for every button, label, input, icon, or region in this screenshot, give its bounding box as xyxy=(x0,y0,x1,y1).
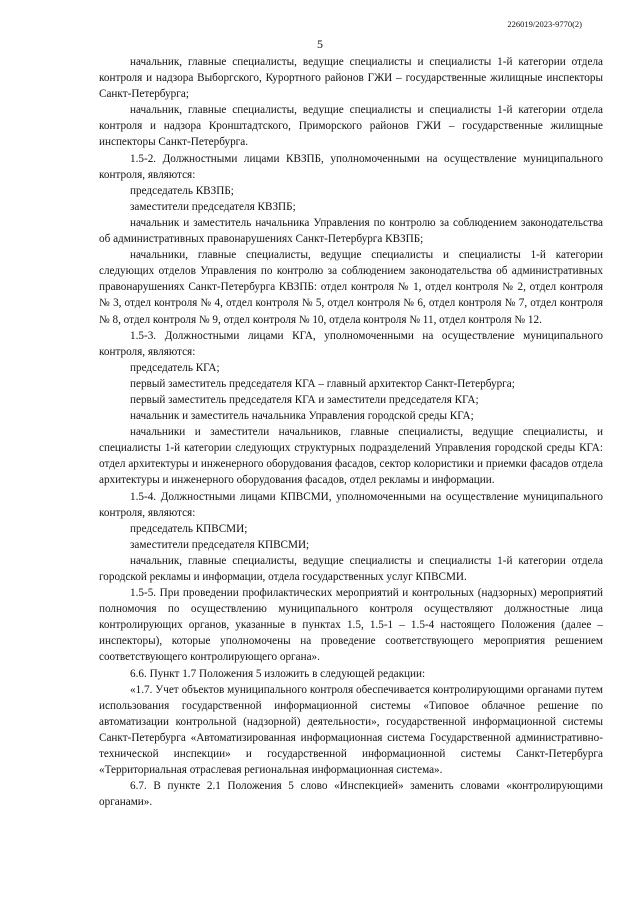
paragraph: председатель КГА; xyxy=(130,361,220,374)
paragraph: начальник, главные специалисты, ведущие специалисты и специалисты 1-й категории отдела контроля и надзора Кронштадтского, Приморского районов ГЖИ – государственные жилищные инспекторы Санкт-Петербурга. xyxy=(99,104,603,149)
paragraph: начальники и заместители начальников, главные специалисты, ведущие специалисты, и специалисты 1-й категории следующих структурных подразделений Управления городской среды КГА: отдел архитектуры и инженерного оборудования фасадов, сектор колористики и приемки фасадов отдела архитектуры и инженерного оборудования фасадов, отдел рекламы и информации. xyxy=(99,426,603,487)
paragraph: начальник и заместитель начальника Управления по контролю за соблюдением законодательства об административных правонарушениях Санкт-Петербурга КВЗПБ; xyxy=(99,216,603,246)
paragraph: начальник и заместитель начальника Управления городской среды КГА; xyxy=(130,410,474,423)
document-number: 226019/2023-9770(2) xyxy=(507,19,582,29)
paragraph: заместители председателя КВЗПБ; xyxy=(130,200,296,213)
paragraph: начальник, главные специалисты, ведущие специалисты и специалисты 1-й категории отдела контроля и надзора Выборгского, Курортного районов ГЖИ – государственные жилищные инспекторы Санкт-Петербурга; xyxy=(99,56,603,101)
paragraph: начальники, главные специалисты, ведущие специалисты и специалисты 1-й категории следующих отделов Управления по контролю за соблюдением законодательства об административных правонарушениях Санкт-Петербурга КВЗПБ: отдел контроля № 1, отдел контроля № 2, отдел контроля № 3, отдел контроля № 4, отдел контроля № 5, отдел контроля № 6, отдел контроля № 7, отдел контроля № 8, отдел контроля № 9, отдел контроля № 10, отдела контроля № 11, отдел контроля № 12. xyxy=(99,249,603,326)
paragraph: первый заместитель председателя КГА – главный архитектор Санкт-Петербурга; xyxy=(130,377,515,390)
paragraph: 1.5-2. Должностными лицами КВЗПБ, уполномоченными на осуществление муниципального контроля, являются: xyxy=(99,152,603,181)
paragraph: заместители председателя КПВСМИ; xyxy=(130,538,310,551)
paragraph: «1.7. Учет объектов муниципального контроля обеспечивается контролирующими органами путем использования государственной информационной системы «Типовое облачное решение по автоматизации контрольной (надзорной) деятельности», государственной информационной системы Санкт-Петербурга «Автоматизированная информационная система Государственной административно-технической инспекции» и государственной информационной системы Санкт-Петербурга «Территориальная отраслевая региональная информационная система». xyxy=(99,683,603,777)
paragraph: 1.5-3. Должностными лицами КГА, уполномоченными на осуществление муниципального контроля, являются: xyxy=(99,329,603,358)
paragraph: 1.5-5. При проведении профилактических мероприятий и контрольных (надзорных) мероприятий полномочия по осуществлению муниципального контроля осуществляют должностные лица контролирующих органов, указанные в пунктах 1.5, 1.5-1 – 1.5-4 настоящего Положения (далее – инспекторы), которые уполномочены на проведение соответствующего мероприятия решением соответствующего контролирующего органа». xyxy=(99,587,603,664)
document-body xyxy=(99,54,603,810)
paragraph: первый заместитель председателя КГА и заместители председателя КГА; xyxy=(130,393,479,406)
paragraph: председатель КПВСМИ; xyxy=(130,522,248,535)
paragraph: 6.7. В пункте 2.1 Положения 5 слово «Инспекцией» заменить словами «контролирующими органами». xyxy=(99,780,603,809)
paragraph: председатель КВЗПБ; xyxy=(130,184,234,197)
paragraph: 1.5-4. Должностными лицами КПВСМИ, уполномоченными на осуществление муниципального контроля, являются: xyxy=(99,490,603,519)
paragraph: начальник, главные специалисты, ведущие специалисты и специалисты 1-й категории отдела городской рекламы и информации, отдела государственных услуг КПВСМИ. xyxy=(99,554,603,583)
paragraph: 6.6. Пункт 1.7 Положения 5 изложить в следующей редакции: xyxy=(130,667,426,680)
page-number: 5 xyxy=(317,37,323,51)
